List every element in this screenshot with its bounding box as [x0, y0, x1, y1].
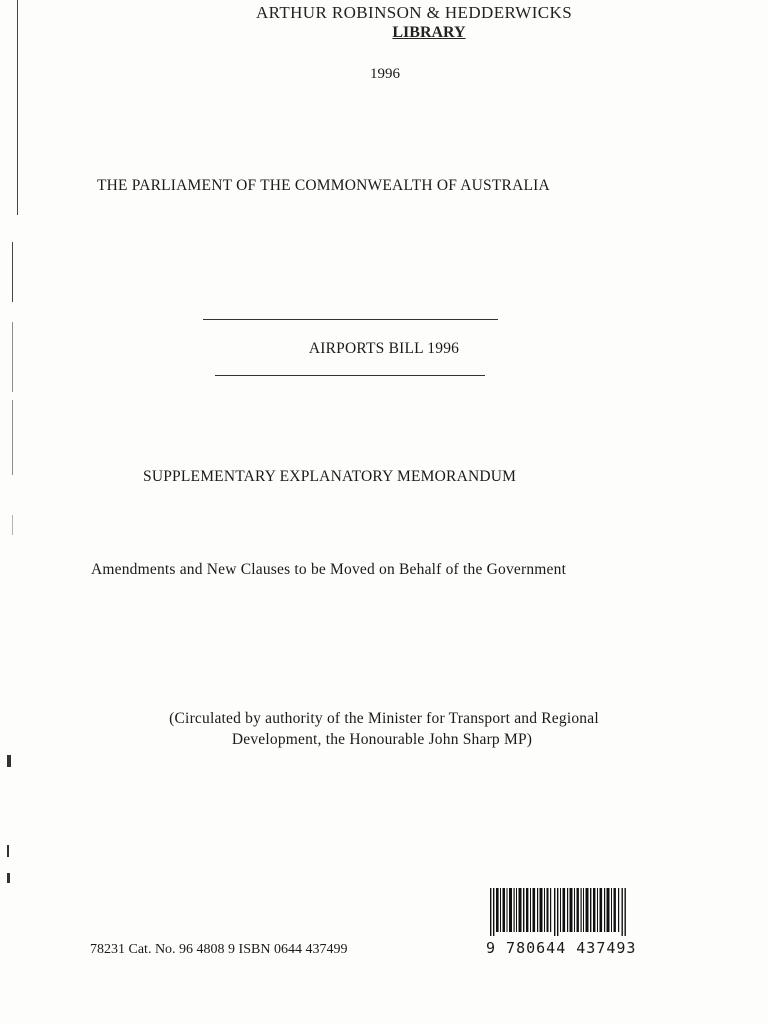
library-stamp-line2: LIBRARY — [392, 24, 466, 41]
margin-mark — [7, 755, 11, 767]
circulation-line1: (Circulated by authority of the Minister for Transport and Regional — [169, 710, 599, 727]
bill-title: AIRPORTS BILL 1996 — [308, 340, 460, 357]
margin-mark — [7, 873, 10, 883]
circulation-line2: Development, the Honourable John Sharp MP) — [231, 731, 533, 748]
document-year: 1996 — [370, 66, 400, 82]
barcode-number: 9 780644 437493 — [486, 939, 637, 957]
memorandum-title: SUPPLEMENTARY EXPLANATORY MEMORANDUM — [143, 468, 517, 485]
margin-binding-line — [12, 515, 13, 535]
isbn-barcode — [490, 888, 627, 936]
title-rule-bottom — [215, 375, 485, 376]
memorandum-subtitle: Amendments and New Clauses to be Moved on Behalf of the Government — [91, 561, 567, 578]
margin-mark — [7, 845, 9, 857]
library-stamp-line1: ARTHUR ROBINSON & HEDDERWICKS — [255, 3, 573, 22]
margin-binding-line — [12, 242, 13, 302]
margin-binding-line — [12, 400, 13, 475]
catalogue-info: 78231 Cat. No. 96 4808 9 ISBN 0644 437499 — [90, 942, 348, 957]
parliament-title: THE PARLIAMENT OF THE COMMONWEALTH OF AUSTRALIA — [97, 177, 550, 194]
title-rule-top — [203, 319, 498, 320]
